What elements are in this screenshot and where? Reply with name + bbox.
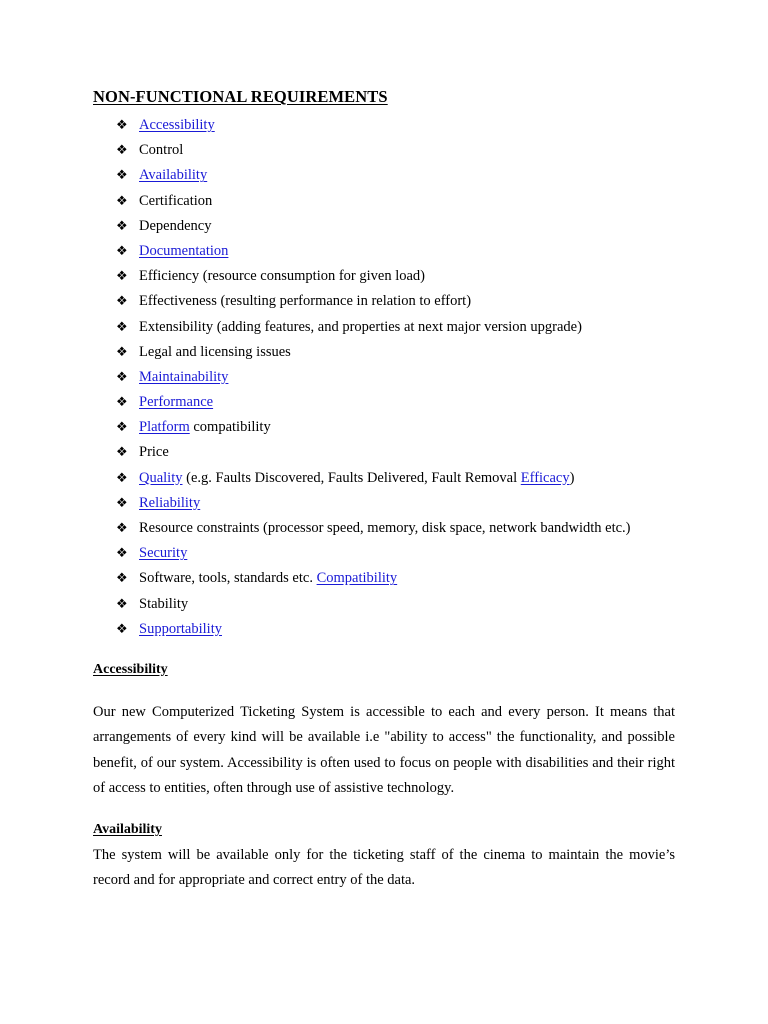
list-item-content <box>139 619 222 640</box>
bullet-icon: ❖ <box>116 369 128 385</box>
list-item-text: Legal and licensing issues <box>139 343 291 360</box>
list-item-content <box>139 291 471 312</box>
list-item-text: Extensibility (adding features, and properties at next major version upgrade) <box>139 318 582 335</box>
list-item-content <box>139 518 631 539</box>
list-item <box>116 241 631 266</box>
list-item <box>116 165 631 190</box>
list-item-text: Control <box>139 142 184 159</box>
bullet-icon: ❖ <box>116 344 128 360</box>
list-item-content <box>139 216 211 237</box>
bullet-icon: ❖ <box>116 445 128 461</box>
list-item <box>116 317 631 342</box>
list-item-content <box>139 342 291 363</box>
bullet-icon: ❖ <box>116 546 128 562</box>
list-item-text: Resource constraints (processor speed, memory, disk space, network bandwidth etc.) <box>139 520 631 536</box>
list-item-content <box>139 417 271 438</box>
list-item-text: Effectiveness (resulting performance in relation to effort) <box>139 293 472 310</box>
list-item <box>116 619 631 644</box>
list-item <box>116 191 631 216</box>
list-item <box>116 493 631 518</box>
bullet-icon: ❖ <box>116 470 128 486</box>
requirement-link[interactable]: Supportability <box>139 620 222 637</box>
list-item-text: (e.g. Faults Discovered, Faults Delivered, Fault Removal <box>182 469 521 486</box>
list-item <box>116 140 631 165</box>
list-item-text: Stability <box>139 595 189 612</box>
list-item-content <box>139 115 215 136</box>
bullet-icon: ❖ <box>116 319 128 335</box>
bullet-icon: ❖ <box>116 193 128 209</box>
bullet-icon: ❖ <box>116 621 128 637</box>
bullet-icon: ❖ <box>116 118 128 133</box>
list-item-content <box>139 140 183 161</box>
list-item-content <box>139 442 169 463</box>
bullet-icon: ❖ <box>116 243 128 259</box>
list-item-text: Software, tools, standards etc. <box>139 570 317 587</box>
bullet-icon: ❖ <box>116 395 128 411</box>
list-item-text: ) <box>569 469 575 486</box>
requirement-link[interactable]: Quality <box>139 469 183 486</box>
list-item-content <box>139 165 207 186</box>
list-item-content <box>139 367 228 388</box>
list-item <box>116 568 631 593</box>
list-item-content <box>139 317 582 338</box>
list-item <box>116 594 631 619</box>
list-item <box>116 367 631 392</box>
list-item <box>116 518 631 543</box>
list-item <box>116 115 631 140</box>
bullet-icon: ❖ <box>116 495 128 511</box>
requirement-link[interactable]: Availability <box>139 167 208 184</box>
list-item <box>116 442 631 467</box>
bullet-icon: ❖ <box>116 521 128 536</box>
bullet-icon: ❖ <box>116 596 128 612</box>
list-item-content <box>139 568 397 589</box>
list-item-content <box>139 266 425 287</box>
list-item-text: Dependency <box>139 217 212 234</box>
bullet-icon: ❖ <box>116 143 128 159</box>
section-title-accessibility: Accessibility <box>93 662 168 677</box>
section-body-availability: The system will be available only for the ticketing staff of the cinema to maintain the movie’s record and for appropriate and correct entry of the data. <box>93 847 675 889</box>
list-item <box>116 216 631 241</box>
list-item-text: Efficiency (resource consumption for given load) <box>139 268 426 285</box>
list-item-text: Price <box>139 444 169 461</box>
bullet-icon: ❖ <box>116 571 128 587</box>
list-item-content <box>139 191 212 212</box>
list-item <box>116 417 631 442</box>
list-item-content <box>139 468 574 489</box>
requirement-link[interactable]: Compatibility <box>316 570 398 587</box>
requirement-link[interactable]: Efficacy <box>520 469 570 486</box>
requirement-link[interactable]: Platform <box>139 419 190 436</box>
bullet-icon: ❖ <box>116 420 128 436</box>
requirement-link[interactable]: Accessibility <box>139 117 215 133</box>
list-item <box>116 392 631 417</box>
list-item-content <box>139 241 228 262</box>
page-heading: NON-FUNCTIONAL REQUIREMENTS <box>93 87 388 106</box>
bullet-icon: ❖ <box>116 269 128 285</box>
requirement-link[interactable]: Documentation <box>139 242 229 259</box>
list-item <box>116 543 631 568</box>
list-item-text: compatibility <box>189 419 271 436</box>
requirement-link[interactable]: Reliability <box>139 494 201 511</box>
list-item <box>116 291 631 316</box>
list-item-content <box>139 392 213 413</box>
bullet-icon: ❖ <box>116 168 128 184</box>
list-item-content <box>139 493 200 514</box>
list-item-content <box>139 594 188 615</box>
bullet-icon: ❖ <box>116 294 128 310</box>
list-item <box>116 468 631 493</box>
section-body-accessibility: Our new Computerized Ticketing System is accessible to each and every person. It means that arrangements of every kind will be available i.e "ability to access" the functionality, and possible benefit, of our system. Accessibility is often used to focus on people with disabilities and their right of access to entities, often through use of assistive technology. <box>93 704 675 796</box>
bullet-icon: ❖ <box>116 218 128 234</box>
requirement-link[interactable]: Security <box>139 545 188 562</box>
list-item <box>116 342 631 367</box>
list-item <box>116 266 631 291</box>
list-item-text: Certification <box>139 192 213 209</box>
requirement-link[interactable]: Maintainability <box>139 368 229 385</box>
requirements-list <box>116 115 631 644</box>
list-item-content <box>139 543 187 564</box>
section-title-availability: Availability <box>93 822 162 837</box>
requirement-link[interactable]: Performance <box>139 394 214 411</box>
